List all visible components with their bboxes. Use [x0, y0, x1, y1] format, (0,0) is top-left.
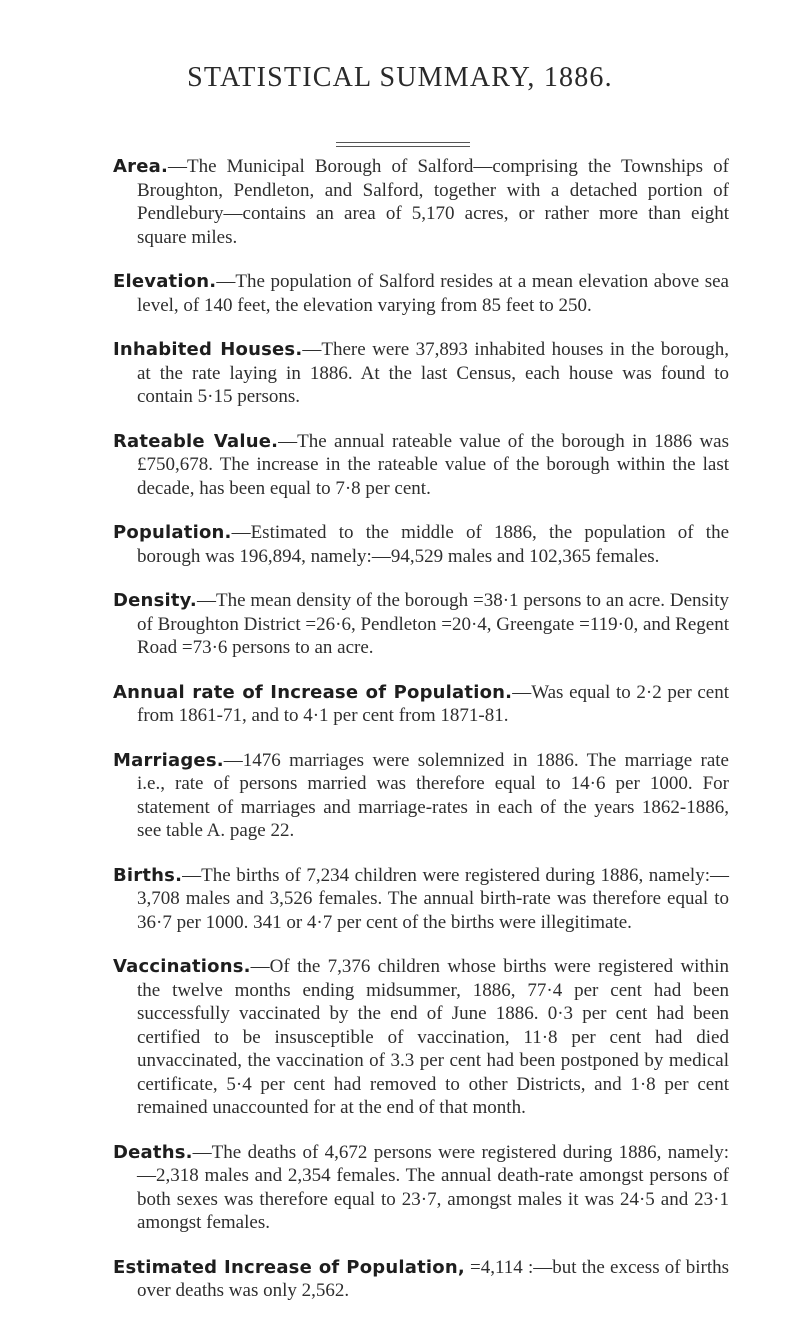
section-births [113, 864, 729, 935]
section-text: —Estimated to the middle of 1886, the population of the borough was 196,894, namely:—94,529 males and 102,365 females. [137, 522, 729, 567]
section-heading: Annual rate of Increase of Population. [113, 681, 513, 703]
section-elevation [113, 270, 729, 317]
section-heading: Density. [113, 590, 197, 611]
section-annual-rate-increase [113, 681, 729, 728]
section-population [113, 521, 729, 568]
section-heading: Marriages. [113, 749, 224, 771]
section-rateable-value [113, 430, 729, 501]
section-marriages [113, 749, 729, 843]
section-text: —The Municipal Borough of Salford—comprising the Townships of Broughton, Pendleton, and Salford, together with a detached portion of Pendlebury—contains an area of 5,170 acres, or rather more than eight square miles. [137, 156, 729, 248]
section-heading: Estimated Increase of Population, [113, 1256, 465, 1278]
section-text: —The mean density of the borough =38·1 persons to an acre. Density of Broughton District =26·6, Pendleton =20·4, Greengate =119·0, and Regent Road =73·6 persons to an acre. [137, 590, 729, 658]
section-heading: Elevation. [113, 271, 217, 292]
section-text: —The annual rateable value of the borough in 1886 was £750,678. The increase in the rateable value of the borough within the last decade, has been equal to 7·8 per cent. [137, 430, 729, 499]
section-vaccinations [113, 955, 729, 1120]
summary-body [113, 155, 729, 1324]
section-heading: Rateable Value. [113, 430, 279, 452]
section-text: —1476 marriages were solemnized in 1886. The marriage rate i.e., rate of persons married was therefore equal to 14·6 per 1000. For statement of marriages and marriage-rates in each of the years 1862-1886, see table A. page 22. [137, 749, 729, 841]
section-text: —Of the 7,376 children whose births were registered within the twelve months ending midsummer, 1886, 77·4 per cent had been successfully vaccinated by the end of June 1886. 0·3 per cent had been certified to be insusceptible of vaccination, 11·8 per cent had died unvaccinated, the vaccination of 3.3 per cent had been postponed by medical certificate, 5·4 per cent had removed to other Districts, and 1·8 per cent remained unaccounted for at the end of that month. [137, 956, 729, 1118]
section-density [113, 589, 729, 660]
section-deaths [113, 1141, 729, 1235]
section-text: —Was equal to 2·2 per cent from 1861-71, and to 4·1 per cent from 1871-81. [137, 681, 729, 726]
section-inhabited-houses [113, 338, 729, 409]
section-heading: Population. [113, 522, 232, 543]
section-heading: Births. [113, 864, 183, 886]
section-text: —There were 37,893 inhabited houses in the borough, at the rate laying in 1886. At the last Census, each house was found to contain 5·15 persons. [137, 339, 729, 407]
section-heading: Inhabited Houses. [113, 339, 303, 360]
title-rule-bottom [336, 146, 470, 147]
section-estimated-increase [113, 1256, 729, 1303]
section-text: —The births of 7,234 children were registered during 1886, namely:—3,708 males and 3,526 females. The annual birth-rate was therefore equal to 36·7 per 1000. 341 or 4·7 per cent of the births were illegitimate. [137, 864, 729, 933]
section-heading: Area. [113, 156, 168, 177]
section-heading: Vaccinations. [113, 956, 251, 977]
page-title: STATISTICAL SUMMARY, 1886. [187, 62, 613, 93]
section-text: =4,114 :—but the excess of births over deaths was only 2,562. [137, 1256, 729, 1301]
section-heading: Deaths. [113, 1141, 193, 1163]
section-text: —The deaths of 4,672 persons were registered during 1886, namely:—2,318 males and 2,354 females. The annual death-rate amongst persons of both sexes was therefore equal to 23·7, amongst males it was 24·5 and 23·1 amongst females. [137, 1141, 729, 1233]
title-rule-top [336, 142, 470, 143]
section-text: —The population of Salford resides at a mean elevation above sea level, of 140 feet, the elevation varying from 85 feet to 250. [137, 271, 729, 316]
section-area [113, 155, 729, 249]
